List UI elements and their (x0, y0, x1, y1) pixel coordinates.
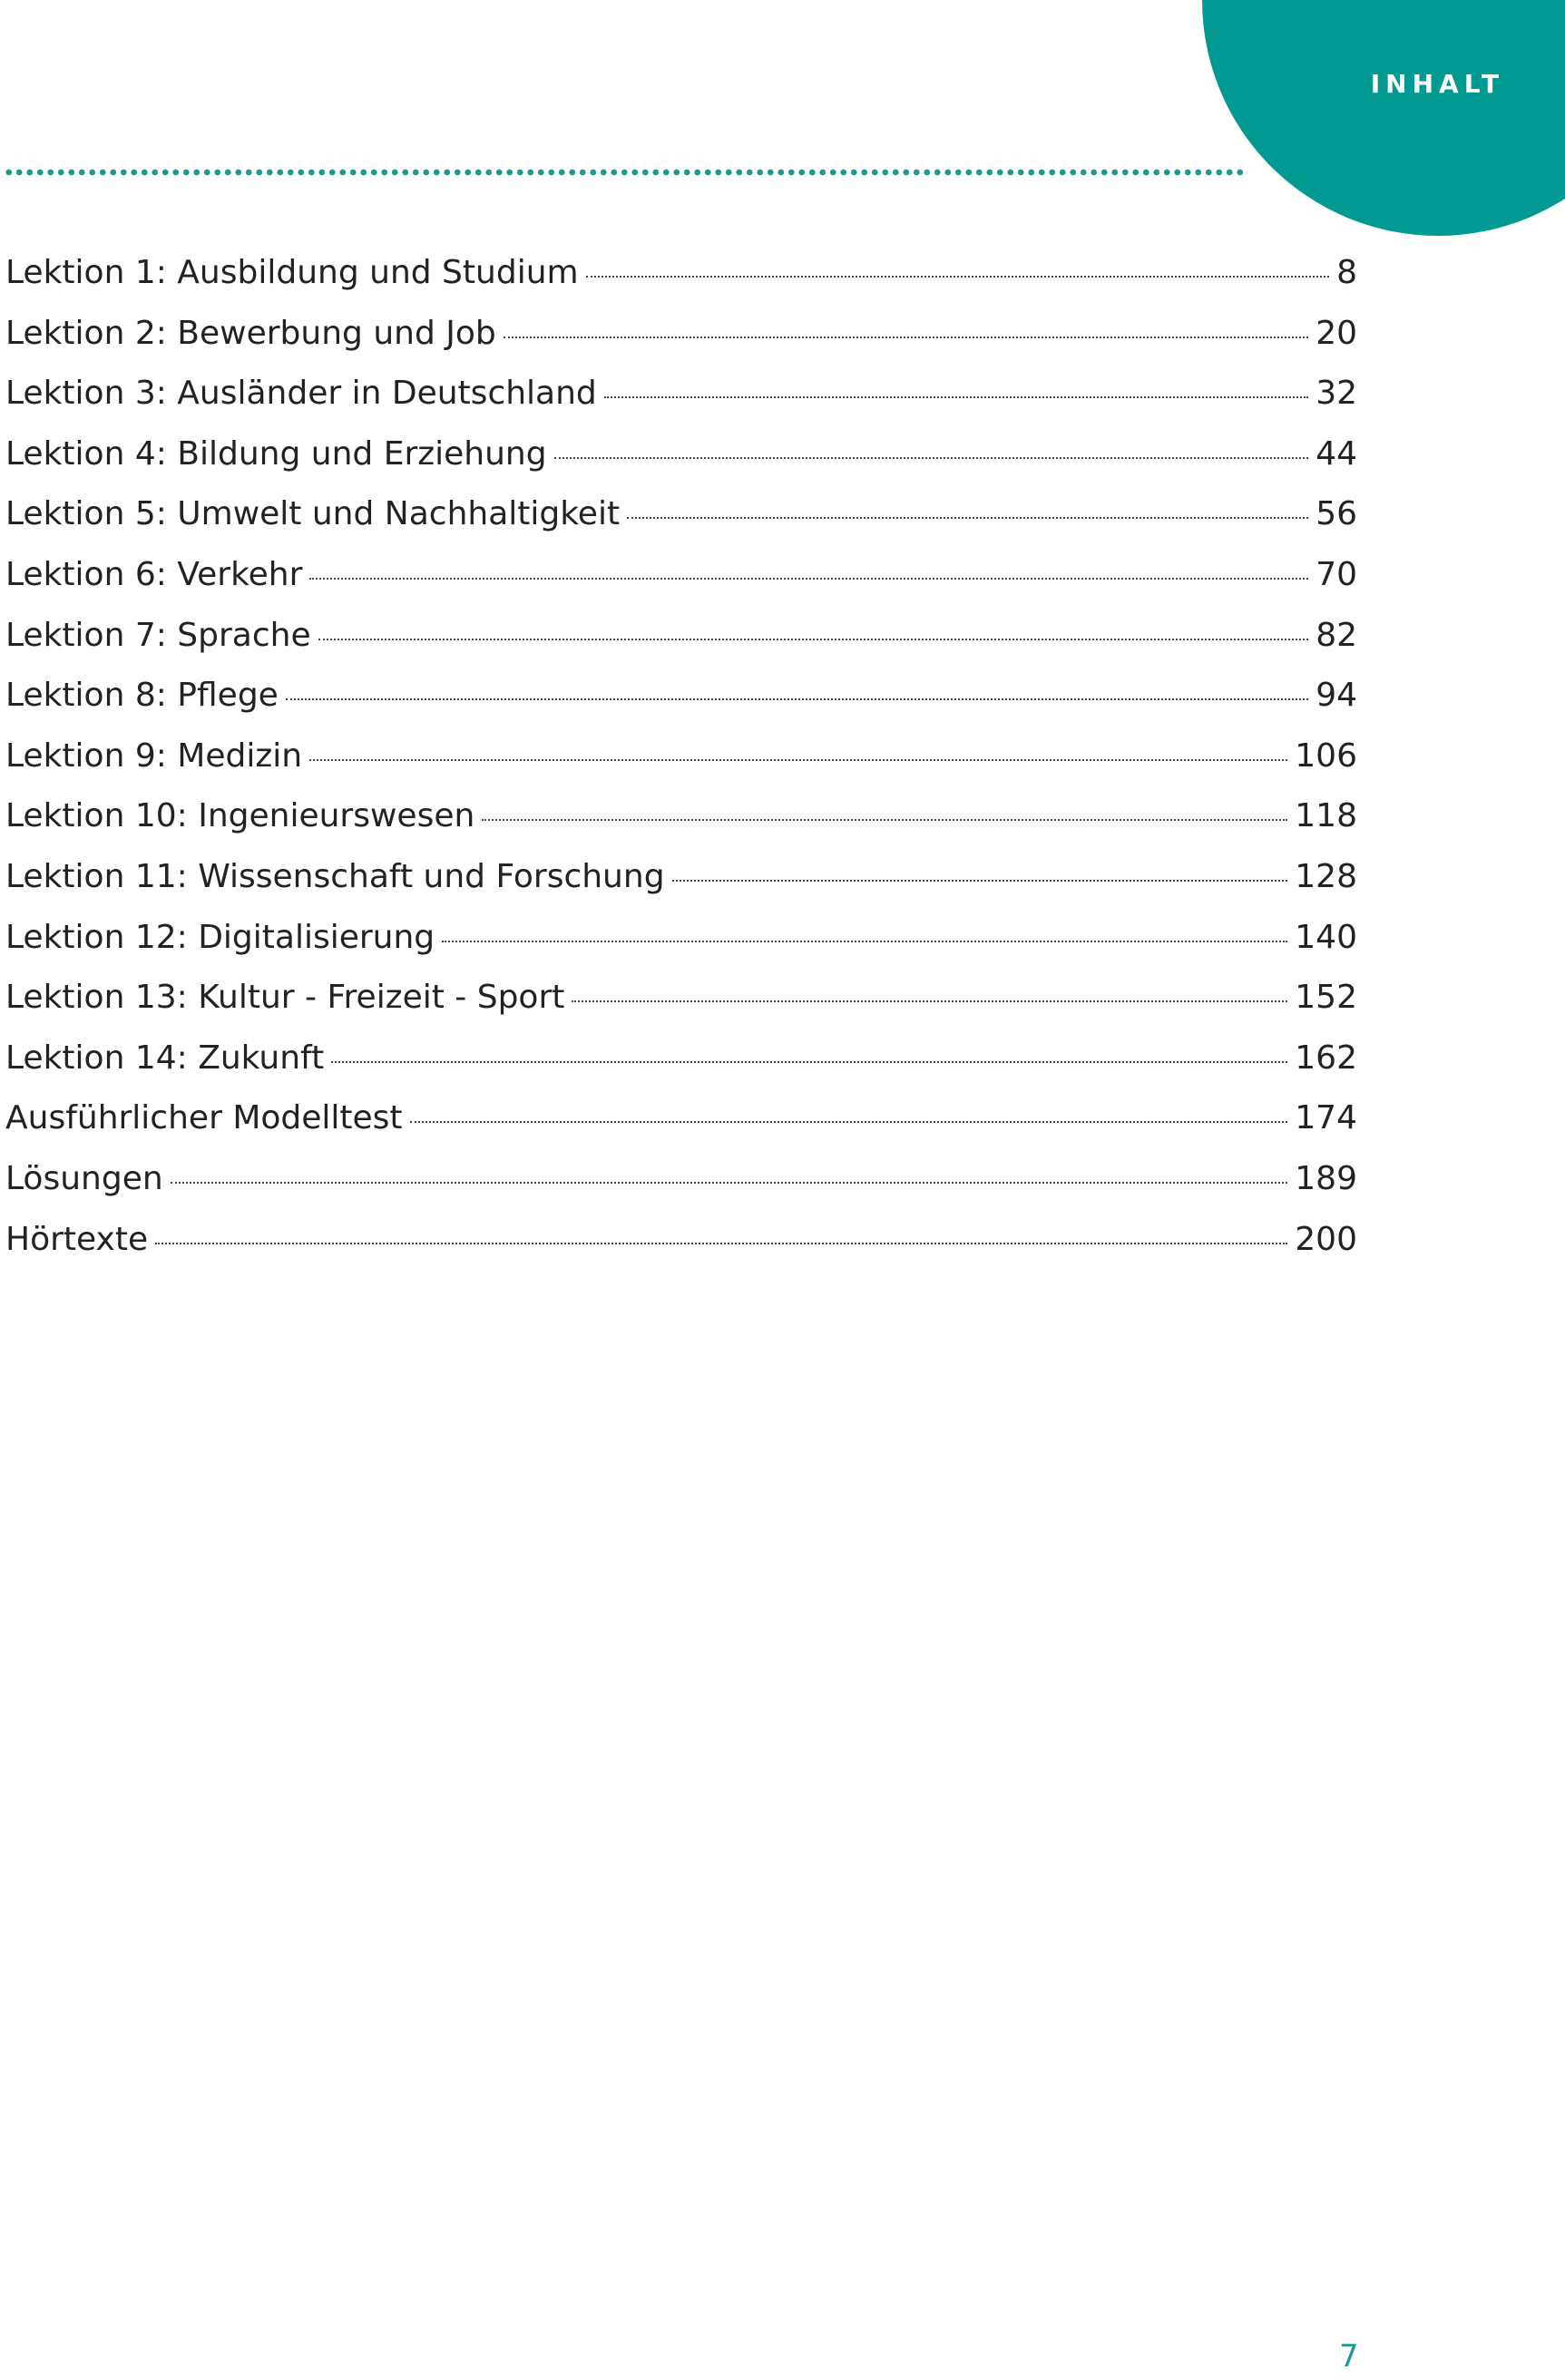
toc-entry-page: 140 (1295, 918, 1357, 956)
toc-entry-title: Lektion 10: Ingenieurswesen (5, 797, 475, 835)
toc-entry-title: Lektion 14: Zukunft (5, 1039, 325, 1077)
toc-entry-page: 189 (1295, 1159, 1357, 1197)
toc-leader-dots (318, 639, 1309, 640)
toc-entry-page: 106 (1295, 736, 1357, 775)
header-divider (4, 169, 1247, 176)
toc-entry[interactable] (5, 606, 1357, 667)
toc-entry[interactable] (5, 545, 1357, 606)
toc-entry-title: Lektion 5: Umwelt und Nachhaltigkeit (5, 495, 621, 533)
toc-entry-title: Ausführlicher Modelltest (5, 1099, 403, 1137)
toc-entry-title: Lektion 3: Ausländer in Deutschland (5, 375, 597, 413)
toc-entry[interactable] (5, 243, 1357, 304)
toc-entry-title: Hörtexte (5, 1220, 149, 1258)
toc-entry[interactable] (5, 364, 1357, 424)
toc-entry-page: 20 (1316, 314, 1357, 352)
toc-leader-dots (331, 1061, 1287, 1063)
section-title: INHALT (1370, 69, 1504, 99)
toc-entry-page: 118 (1295, 797, 1357, 835)
header-circle (1202, 0, 1565, 236)
toc-entry[interactable] (5, 1088, 1357, 1149)
toc-leader-dots (171, 1182, 1288, 1184)
toc-entry[interactable] (5, 786, 1357, 847)
toc-entry-title: Lektion 1: Ausbildung und Studium (5, 254, 579, 291)
toc-entry-page: 174 (1295, 1099, 1357, 1137)
toc-entry-page: 128 (1295, 857, 1357, 895)
toc-entry-title: Lösungen (5, 1159, 163, 1197)
toc-leader-dots (604, 396, 1308, 398)
toc-entry-title: Lektion 8: Pflege (5, 677, 279, 715)
toc-leader-dots (572, 1000, 1287, 1002)
toc-entry-page: 8 (1336, 254, 1357, 291)
toc-entry-title: Lektion 12: Digitalisierung (5, 918, 435, 956)
toc-entry[interactable] (5, 847, 1357, 908)
toc-entry-title: Lektion 4: Bildung und Erziehung (5, 434, 547, 473)
toc-entry-page: 94 (1316, 677, 1357, 715)
toc-leader-dots (482, 819, 1287, 821)
toc-leader-dots (586, 276, 1330, 278)
toc-leader-dots (309, 578, 1308, 580)
toc-entry-page: 82 (1316, 616, 1357, 654)
toc-entry[interactable] (5, 484, 1357, 545)
toc-entry-title: Lektion 11: Wissenschaft und Forschung (5, 857, 665, 895)
toc-leader-dots (442, 941, 1287, 942)
toc-leader-dots (672, 880, 1288, 882)
toc-entry-title: Lektion 2: Bewerbung und Job (5, 314, 496, 352)
toc-entry[interactable] (5, 1149, 1357, 1210)
toc-leader-dots (410, 1121, 1288, 1123)
toc-leader-dots (286, 698, 1308, 700)
toc-entry-page: 70 (1316, 555, 1357, 593)
toc-leader-dots (309, 759, 1287, 761)
toc-entry[interactable] (5, 666, 1357, 727)
toc-entry-title: Lektion 6: Verkehr (5, 555, 303, 593)
toc-entry-title: Lektion 7: Sprache (5, 616, 311, 654)
toc-entry-page: 44 (1316, 434, 1357, 473)
toc-entry-page: 162 (1295, 1039, 1357, 1077)
toc-entry-title: Lektion 9: Medizin (5, 736, 303, 775)
toc-entry-title: Lektion 13: Kultur - Freizeit - Sport (5, 979, 565, 1017)
toc-leader-dots (504, 337, 1308, 338)
toc-entry[interactable] (5, 908, 1357, 969)
table-of-contents (5, 243, 1357, 1270)
toc-entry-page: 56 (1316, 495, 1357, 533)
toc-leader-dots (627, 517, 1308, 519)
toc-entry[interactable] (5, 424, 1357, 485)
toc-entry-page: 32 (1316, 375, 1357, 413)
toc-entry[interactable] (5, 968, 1357, 1029)
toc-entry[interactable] (5, 304, 1357, 365)
toc-entry[interactable] (5, 1029, 1357, 1089)
toc-entry-page: 200 (1295, 1220, 1357, 1258)
toc-entry[interactable] (5, 727, 1357, 787)
toc-entry-page: 152 (1295, 979, 1357, 1017)
toc-leader-dots (554, 457, 1309, 459)
toc-entry[interactable] (5, 1210, 1357, 1271)
toc-leader-dots (155, 1243, 1287, 1244)
page-number: 7 (1339, 2338, 1359, 2375)
